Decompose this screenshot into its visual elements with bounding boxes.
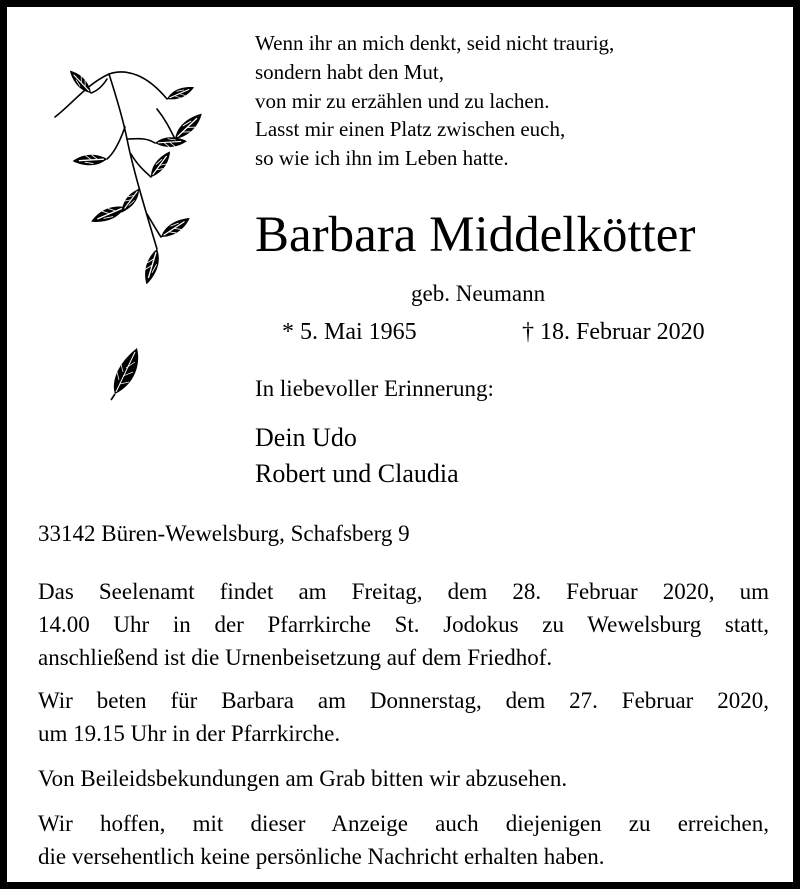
paragraph-line: die versehentlich keine persönliche Nachricht erhalten haben. xyxy=(38,844,605,869)
condolence-paragraph xyxy=(38,762,769,795)
poem-line: Wenn ihr an mich denkt, seid nicht traurig, xyxy=(255,31,615,55)
mourners xyxy=(255,420,459,492)
poem-line: Lasst mir einen Platz zwischen euch, xyxy=(255,117,566,142)
mourner-name: Dein Udo xyxy=(255,423,357,452)
poem xyxy=(255,29,614,173)
paragraph-line: Wir beten für Barbara am Donnerstag, dem 27. Februar 2020, xyxy=(38,688,769,713)
paragraph-line: Das Seelenamt findet am Freitag, dem 28. Februar 2020, um xyxy=(38,579,769,604)
poem-line: so wie ich ihn im Leben hatte. xyxy=(255,146,509,171)
paragraph-line: anschließend ist die Urnenbeisetzung auf dem Friedhof. xyxy=(38,645,553,670)
poem-line: sondern habt den Mut, xyxy=(255,59,444,84)
falling-leaf-icon xyxy=(107,342,147,402)
notice-paragraph xyxy=(38,807,769,873)
death-date: † 18. Februar 2020 xyxy=(522,319,705,345)
birth-date: * 5. Mai 1965 xyxy=(282,319,417,345)
birch-branch-icon xyxy=(47,59,207,284)
mourner-name: Robert und Claudia xyxy=(255,459,459,488)
paragraph-line: Von Beileidsbekundungen am Grab bitten wir abzusehen. xyxy=(38,766,568,791)
paragraph-line: um 19.15 Uhr in der Pfarrkirche. xyxy=(38,721,341,746)
service-paragraph xyxy=(38,575,769,674)
address: 33142 Büren-Wewelsburg, Schafsberg 9 xyxy=(38,521,410,546)
prayer-paragraph xyxy=(38,684,769,750)
maiden-name: geb. Neumann xyxy=(411,281,546,306)
paragraph-line: Wir hoffen, mit dieser Anzeige auch diejenigen zu erreichen, xyxy=(38,811,769,836)
paragraph-line: 14.00 Uhr in der Pfarrkirche St. Jodokus zu Wewelsburg statt, xyxy=(38,612,769,637)
poem-line: von mir zu erzählen und zu lachen. xyxy=(255,88,550,113)
deceased-name: Barbara Middelkötter xyxy=(255,207,696,263)
memory-intro: In liebevoller Erinnerung: xyxy=(255,376,494,401)
